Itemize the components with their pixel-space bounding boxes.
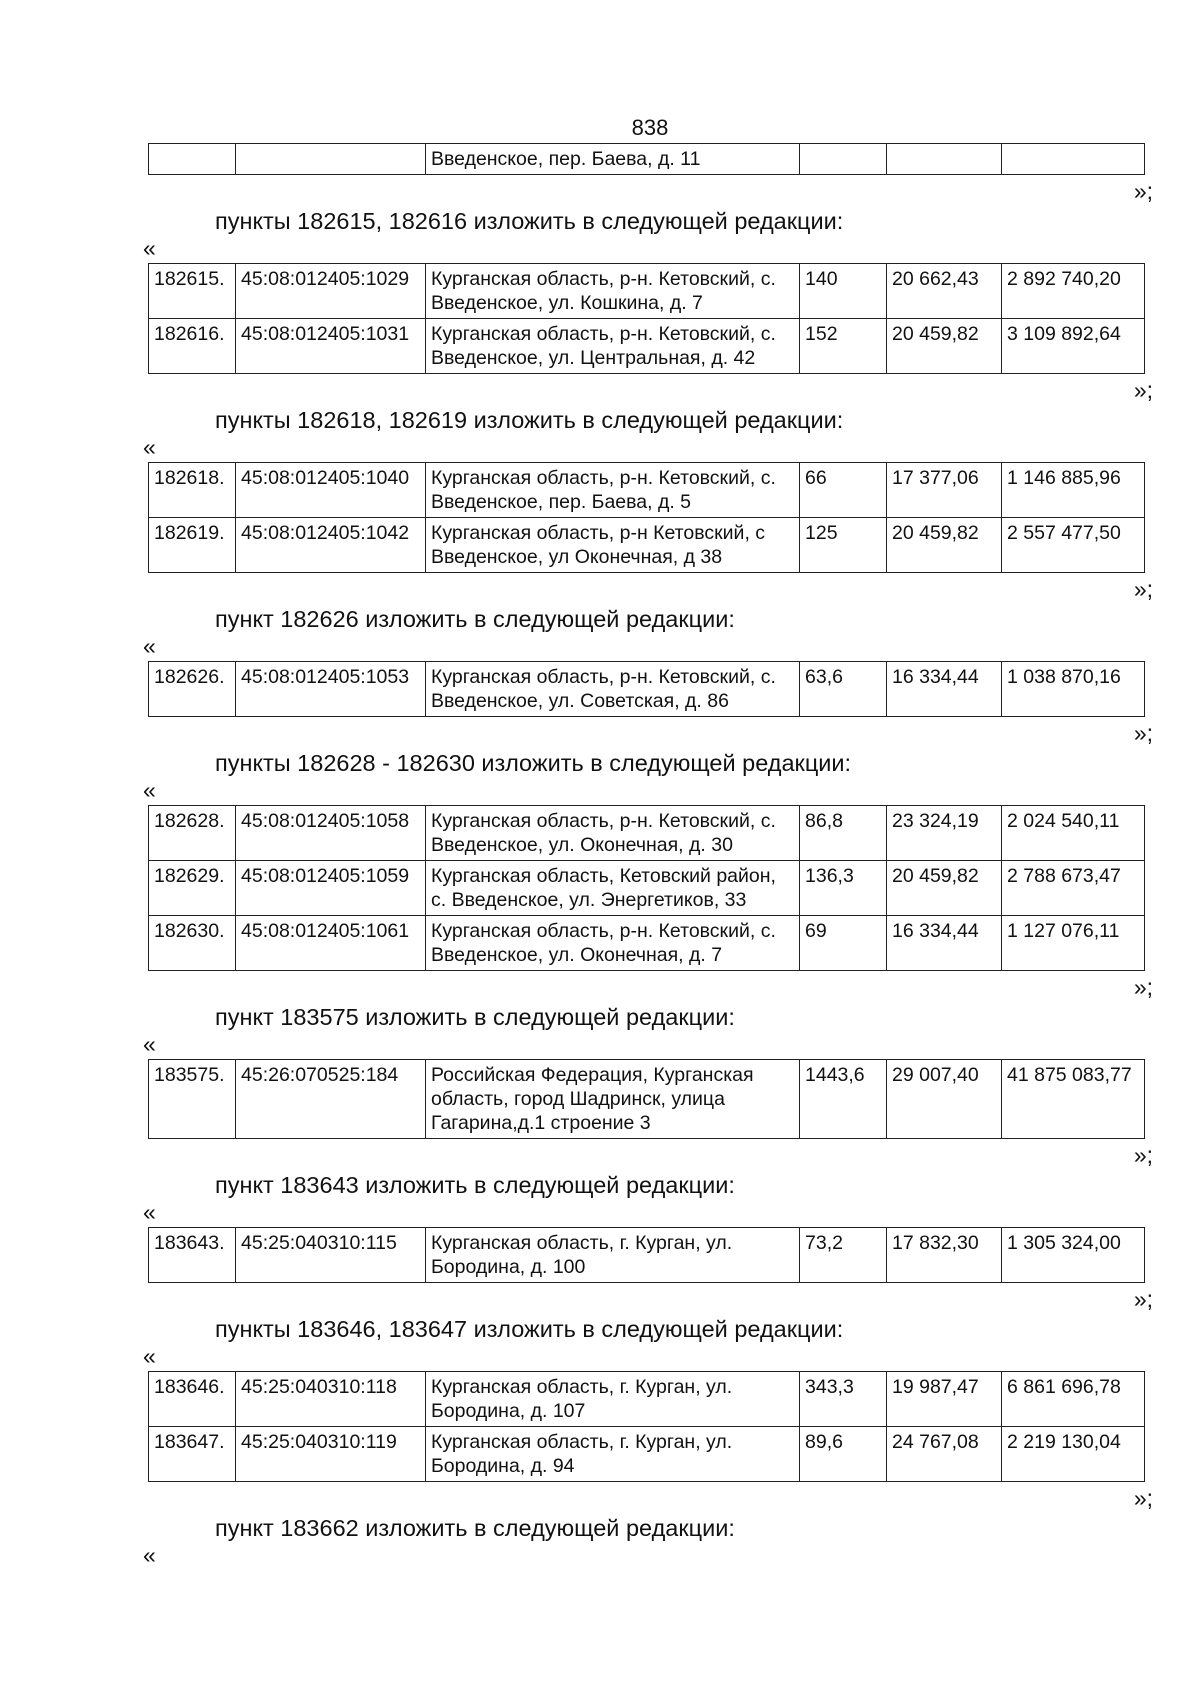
table-row — [149, 1427, 1145, 1482]
cell-cadastral-number: 45:25:040310:119 — [236, 1427, 426, 1482]
amendment-instruction: пункты 182615, 182616 изложить в следующей редакции: — [215, 208, 844, 234]
cell-unit-value: 29 007,40 — [887, 1060, 1002, 1139]
amendment-table — [148, 1371, 1145, 1482]
cell-cadastral-number: 45:08:012405:1061 — [236, 916, 426, 971]
cell-address: Курганская область, р-н Кетовский, с Введенское, ул Оконечная, д 38 — [426, 518, 800, 573]
cell-cadastral-value: 2 219 130,04 — [1002, 1427, 1145, 1482]
cell-item-number: 182629. — [149, 861, 236, 916]
amendment-instruction: пункт 183575 изложить в следующей редакции: — [215, 1004, 735, 1030]
closing-quote: »; — [1133, 974, 1153, 1000]
table-row — [149, 463, 1145, 518]
table-row — [149, 806, 1145, 861]
cell-area: 152 — [800, 319, 887, 374]
opening-quote: « — [143, 1031, 156, 1057]
opening-quote: « — [143, 633, 156, 659]
opening-quote: « — [143, 235, 156, 261]
cell-unit-value: 17 832,30 — [887, 1228, 1002, 1283]
cell-item-number: 182615. — [149, 264, 236, 319]
closing-quote: »; — [1133, 1142, 1153, 1168]
cell-item-number: 182616. — [149, 319, 236, 374]
cell-item-number: 182626. — [149, 662, 236, 717]
opening-quote: « — [143, 1542, 156, 1568]
cell-cadastral-number: 45:08:012405:1040 — [236, 463, 426, 518]
page-number: 838 — [631, 115, 669, 140]
cell-item-number: 183646. — [149, 1372, 236, 1427]
opening-quote: « — [143, 777, 156, 803]
table-row — [149, 264, 1145, 319]
cell-cadastral-number: 45:08:012405:1031 — [236, 319, 426, 374]
cell-cadastral-number: 45:08:012405:1053 — [236, 662, 426, 717]
amendment-instruction: пункты 183646, 183647 изложить в следующей редакции: — [215, 1316, 844, 1342]
cell-item-number: 182630. — [149, 916, 236, 971]
amendment-instruction: пункт 182626 изложить в следующей редакции: — [215, 606, 735, 632]
amendment-table — [148, 143, 1145, 175]
table-row — [149, 916, 1145, 971]
cell-address: Курганская область, г. Курган, ул. Бородина, д. 100 — [426, 1228, 800, 1283]
cell-address: Курганская область, р-н. Кетовский, с. Введенское, ул. Оконечная, д. 7 — [426, 916, 800, 971]
cell-cadastral-value: 2 788 673,47 — [1002, 861, 1145, 916]
cell-unit-value: 17 377,06 — [887, 463, 1002, 518]
cell-address: Курганская область, р-н. Кетовский, с. Введенское, пер. Баева, д. 5 — [426, 463, 800, 518]
amendment-instruction: пункты 182628 - 182630 изложить в следующей редакции: — [215, 750, 852, 776]
cell-cadastral-value: 1 127 076,11 — [1002, 916, 1145, 971]
cell-item-number — [149, 144, 236, 175]
cell-item-number: 183643. — [149, 1228, 236, 1283]
cell-item-number: 182618. — [149, 463, 236, 518]
cell-cadastral-value: 1 146 885,96 — [1002, 463, 1145, 518]
cell-cadastral-number: 45:25:040310:115 — [236, 1228, 426, 1283]
cell-address: Курганская область, г. Курган, ул. Бородина, д. 107 — [426, 1372, 800, 1427]
cell-area — [800, 144, 887, 175]
cell-item-number: 182619. — [149, 518, 236, 573]
cell-area: 343,3 — [800, 1372, 887, 1427]
cell-cadastral-value: 2 557 477,50 — [1002, 518, 1145, 573]
cell-area: 125 — [800, 518, 887, 573]
amendment-table — [148, 263, 1145, 374]
table-row — [149, 1228, 1145, 1283]
cell-address: Курганская область, р-н. Кетовский, с. Введенское, ул. Оконечная, д. 30 — [426, 806, 800, 861]
amendment-table — [148, 1227, 1145, 1283]
amendment-table — [148, 661, 1145, 717]
cell-unit-value — [887, 144, 1002, 175]
cell-cadastral-value: 1 038 870,16 — [1002, 662, 1145, 717]
cell-cadastral-number: 45:26:070525:184 — [236, 1060, 426, 1139]
cell-address: Курганская область, р-н. Кетовский, с. Введенское, ул. Советская, д. 86 — [426, 662, 800, 717]
closing-quote: »; — [1133, 1485, 1153, 1511]
cell-cadastral-number: 45:08:012405:1042 — [236, 518, 426, 573]
cell-address: Курганская область, г. Курган, ул. Бородина, д. 94 — [426, 1427, 800, 1482]
cell-address: Введенское, пер. Баева, д. 11 — [426, 144, 800, 175]
cell-address: Курганская область, р-н. Кетовский, с. Введенское, ул. Кошкина, д. 7 — [426, 264, 800, 319]
amendment-instruction: пункт 183662 изложить в следующей редакции: — [215, 1515, 735, 1541]
cell-cadastral-number — [236, 144, 426, 175]
table-row — [149, 518, 1145, 573]
cell-cadastral-value: 6 861 696,78 — [1002, 1372, 1145, 1427]
cell-address: Курганская область, р-н. Кетовский, с. Введенское, ул. Центральная, д. 42 — [426, 319, 800, 374]
cell-cadastral-number: 45:25:040310:118 — [236, 1372, 426, 1427]
amendment-table — [148, 805, 1145, 971]
cell-area: 63,6 — [800, 662, 887, 717]
cell-area: 86,8 — [800, 806, 887, 861]
table-row — [149, 144, 1145, 175]
cell-area: 73,2 — [800, 1228, 887, 1283]
amendment-sections — [143, 143, 1153, 1570]
cell-cadastral-value: 3 109 892,64 — [1002, 319, 1145, 374]
cell-unit-value: 20 459,82 — [887, 319, 1002, 374]
cell-unit-value: 20 662,43 — [887, 264, 1002, 319]
cell-unit-value: 23 324,19 — [887, 806, 1002, 861]
cell-cadastral-value — [1002, 144, 1145, 175]
closing-quote: »; — [1133, 1286, 1153, 1312]
cell-area: 89,6 — [800, 1427, 887, 1482]
cell-cadastral-number: 45:08:012405:1059 — [236, 861, 426, 916]
amendment-table — [148, 462, 1145, 573]
cell-area: 140 — [800, 264, 887, 319]
cell-unit-value: 19 987,47 — [887, 1372, 1002, 1427]
cell-unit-value: 20 459,82 — [887, 518, 1002, 573]
closing-quote: »; — [1133, 178, 1153, 204]
opening-quote: « — [143, 1199, 156, 1225]
cell-unit-value: 16 334,44 — [887, 916, 1002, 971]
closing-quote: »; — [1133, 576, 1153, 602]
cell-area: 69 — [800, 916, 887, 971]
cell-unit-value: 20 459,82 — [887, 861, 1002, 916]
table-row — [149, 1372, 1145, 1427]
cell-cadastral-value: 2 024 540,11 — [1002, 806, 1145, 861]
opening-quote: « — [143, 1343, 156, 1369]
closing-quote: »; — [1133, 377, 1153, 403]
table-row — [149, 1060, 1145, 1139]
cell-item-number: 183647. — [149, 1427, 236, 1482]
cell-area: 66 — [800, 463, 887, 518]
cell-unit-value: 24 767,08 — [887, 1427, 1002, 1482]
amendment-instruction: пункт 183643 изложить в следующей редакции: — [215, 1172, 735, 1198]
cell-cadastral-value: 41 875 083,77 — [1002, 1060, 1145, 1139]
opening-quote: « — [143, 434, 156, 460]
cell-area: 1443,6 — [800, 1060, 887, 1139]
cell-cadastral-value: 2 892 740,20 — [1002, 264, 1145, 319]
cell-address: Курганская область, Кетовский район, с. Введенское, ул. Энергетиков, 33 — [426, 861, 800, 916]
cell-address: Российская Федерация, Курганская область, город Шадринск, улица Гагарина,д.1 строение 3 — [426, 1060, 800, 1139]
cell-cadastral-number: 45:08:012405:1029 — [236, 264, 426, 319]
table-row — [149, 662, 1145, 717]
cell-cadastral-value: 1 305 324,00 — [1002, 1228, 1145, 1283]
cell-area: 136,3 — [800, 861, 887, 916]
cell-unit-value: 16 334,44 — [887, 662, 1002, 717]
amendment-table — [148, 1059, 1145, 1139]
cell-item-number: 183575. — [149, 1060, 236, 1139]
table-row — [149, 861, 1145, 916]
cell-cadastral-number: 45:08:012405:1058 — [236, 806, 426, 861]
amendment-instruction: пункты 182618, 182619 изложить в следующей редакции: — [215, 407, 844, 433]
closing-quote: »; — [1133, 720, 1153, 746]
table-row — [149, 319, 1145, 374]
cell-item-number: 182628. — [149, 806, 236, 861]
